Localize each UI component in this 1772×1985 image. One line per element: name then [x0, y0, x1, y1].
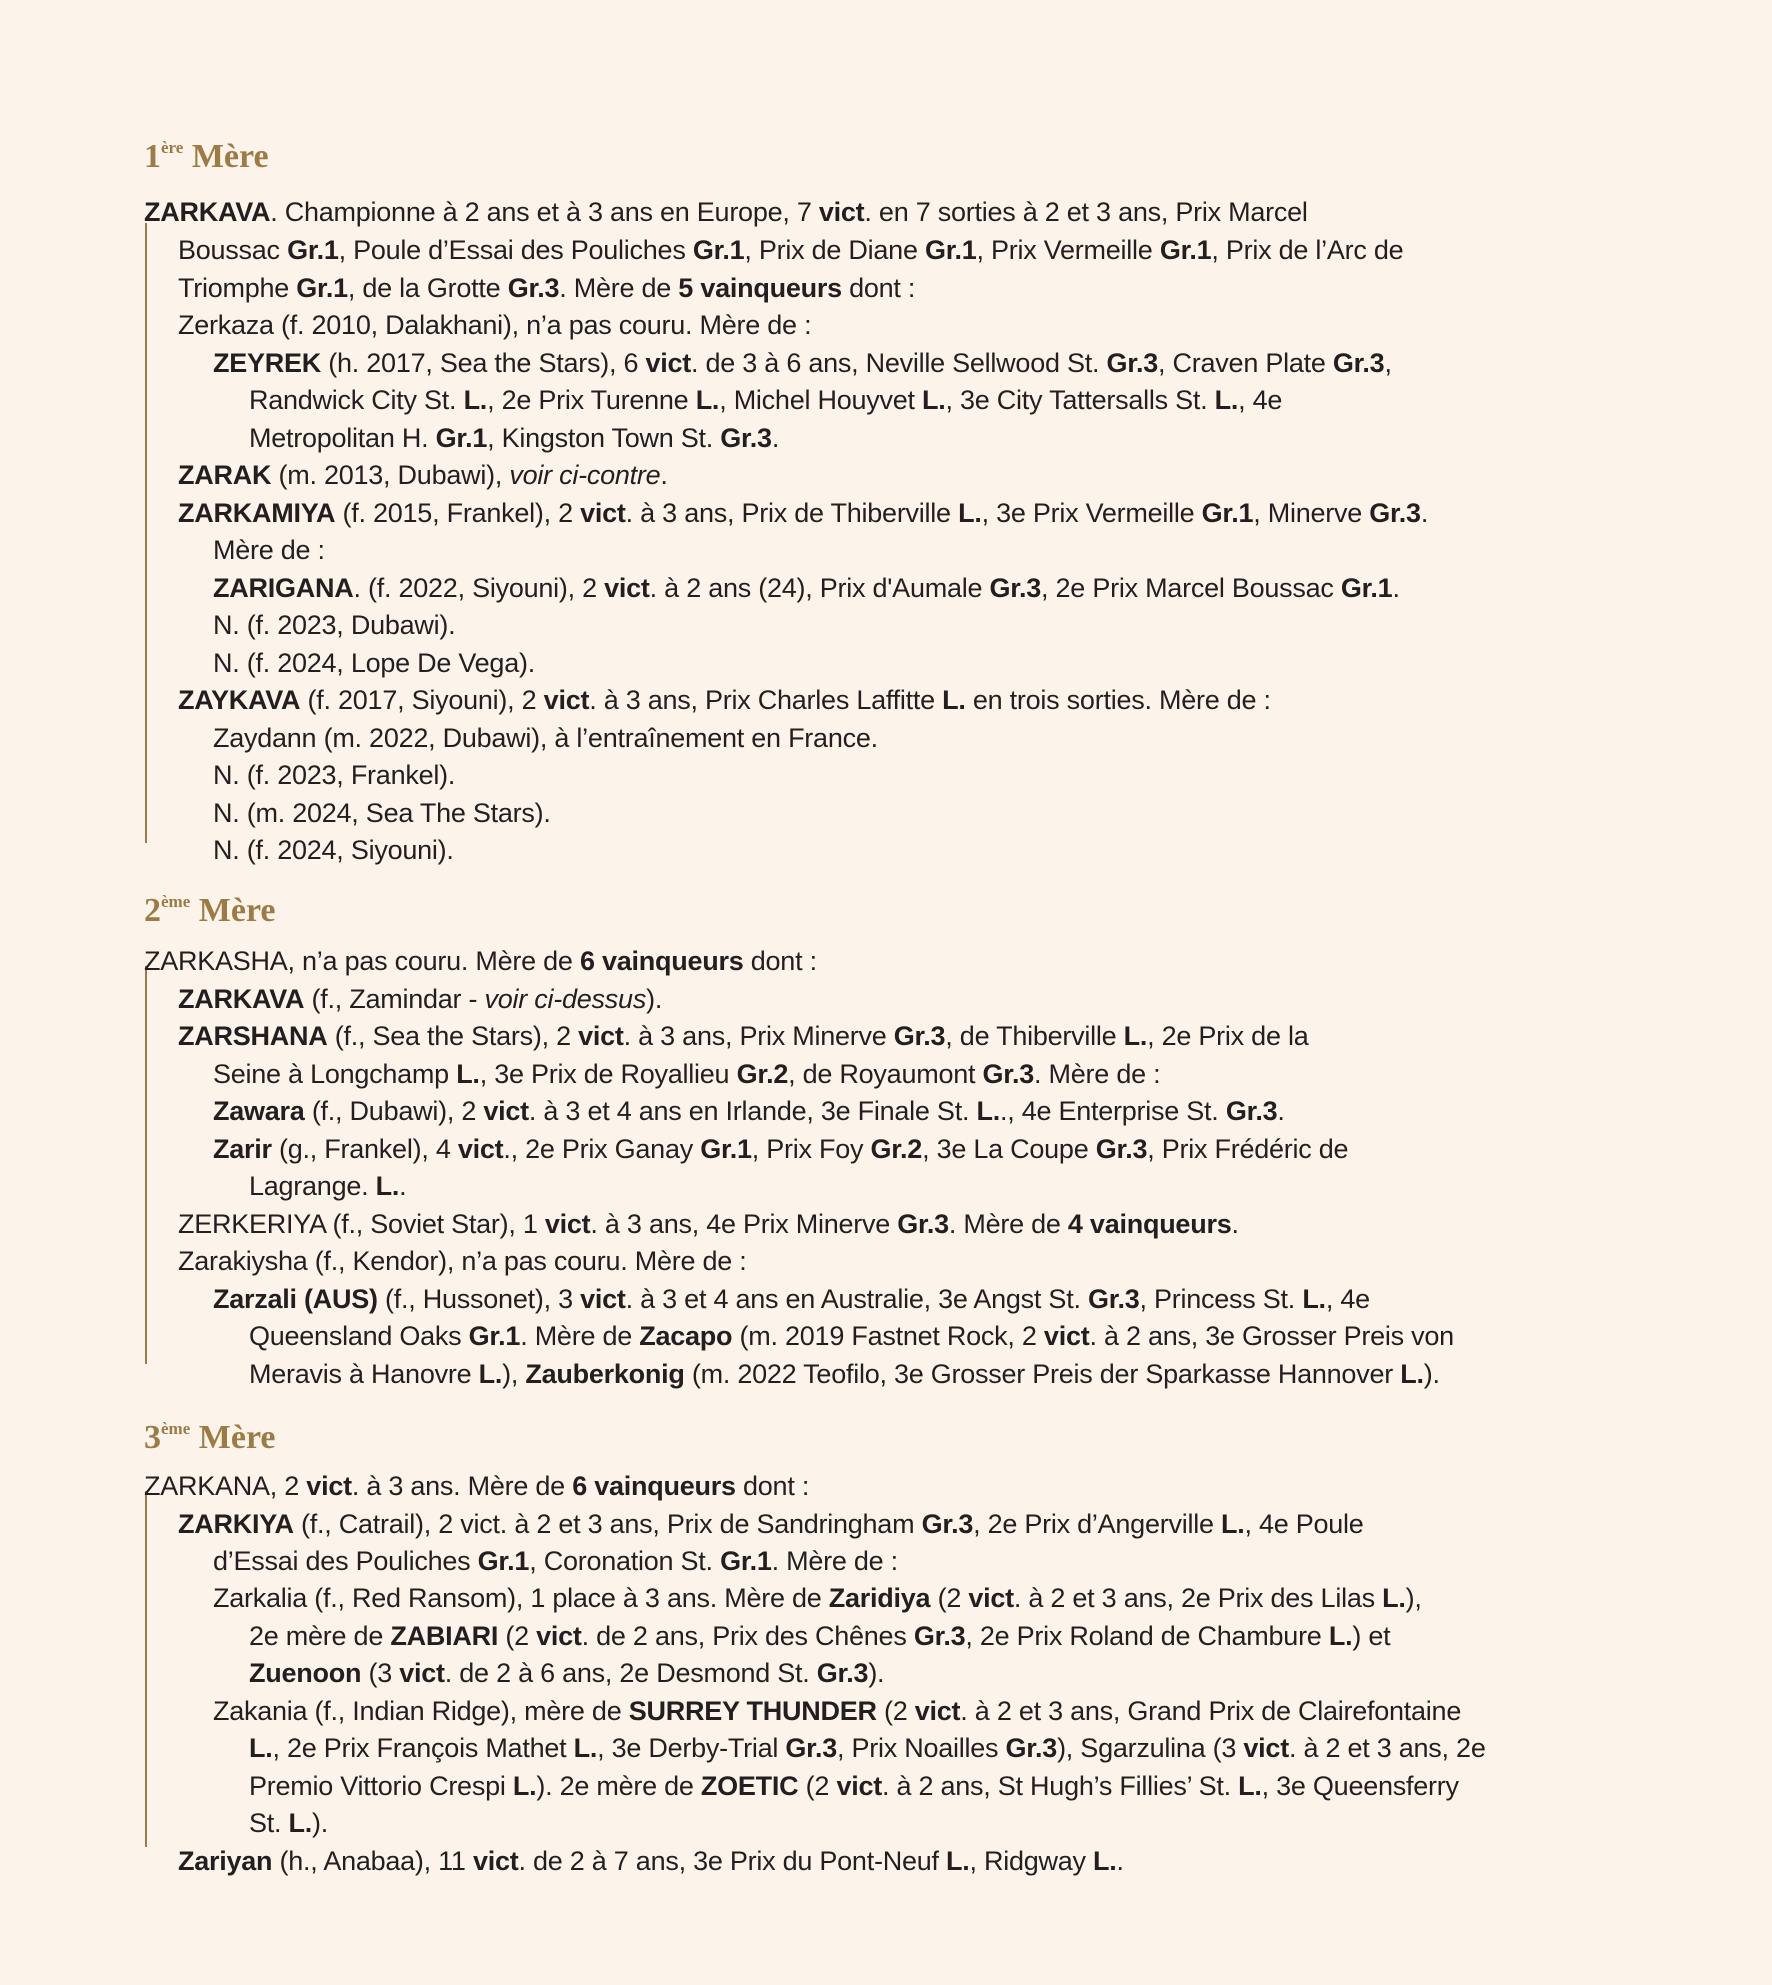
text-run: , 2e Prix d’Angerville: [973, 1509, 1221, 1539]
text-run: N. (f. 2023, Dubawi).: [213, 610, 456, 640]
text-run: Mère de :: [213, 535, 325, 565]
bold-text: ZEYREK: [213, 348, 322, 378]
text-run: (3: [361, 1658, 400, 1688]
bold-text: Zawara: [213, 1096, 305, 1126]
bold-text: vict: [914, 1696, 961, 1726]
text-run: (2: [798, 1771, 837, 1801]
text-run: , Ridgway: [969, 1846, 1094, 1876]
text-run: (2: [876, 1696, 915, 1726]
text-run: . à 2 et 3 ans, Grand Prix de Clairefontaine: [960, 1696, 1462, 1726]
text-run: dont :: [743, 946, 817, 976]
heading-number: 3: [144, 1419, 161, 1456]
bold-text: ZARKAVA: [178, 984, 305, 1014]
heading-word: Mère: [191, 138, 269, 175]
bold-text: L.: [1123, 1021, 1148, 1051]
indent-rule: [145, 966, 147, 1364]
bold-text: ZABIARI: [390, 1621, 499, 1651]
bold-text: Gr.3: [989, 573, 1042, 603]
pedigree-line: [178, 682, 1271, 720]
pedigree-line: [213, 832, 454, 870]
bold-text: L.: [942, 685, 966, 715]
text-run: , 2e Prix Marcel Boussac: [1041, 573, 1341, 603]
bold-text: L.: [463, 385, 488, 415]
text-run: Zarakiysha (f., Kendor), n’a pas couru. Mère de :: [178, 1246, 747, 1276]
text-run: . à 3 ans, Prix Minerve: [623, 1021, 894, 1051]
bold-text: Gr.3: [913, 1621, 966, 1651]
bold-text: Zacapo: [639, 1321, 733, 1351]
bold-text: vict: [818, 197, 865, 227]
text-run: . à 2 ans, St Hugh’s Fillies’ St.: [881, 1771, 1239, 1801]
pedigree-line: [249, 1318, 1454, 1356]
bold-text: Gr.1: [296, 273, 348, 303]
pedigree-line: [249, 1356, 1440, 1394]
bold-text: Gr.1: [700, 1134, 752, 1164]
bold-text: L.: [375, 1171, 400, 1201]
pedigree-line: [249, 1805, 328, 1843]
text-run: ).: [868, 1658, 885, 1688]
pedigree-line: [249, 420, 779, 458]
text-run: . de 2 ans, Prix des Chênes: [581, 1621, 914, 1651]
text-run: dont :: [841, 273, 916, 303]
text-run: ) et: [1352, 1621, 1391, 1651]
pedigree-line: [213, 607, 455, 645]
text-run: , Minerve: [1253, 498, 1370, 528]
bold-text: vict: [968, 1583, 1014, 1613]
pedigree-line: [144, 194, 1308, 232]
text-run: Triomphe: [178, 273, 297, 303]
bold-text: Gr.3: [785, 1733, 837, 1763]
text-run: , Prix Foy: [751, 1134, 871, 1164]
bold-text: vict: [645, 348, 691, 378]
text-run: . de 2 à 6 ans, 2e Desmond St.: [444, 1658, 817, 1688]
bold-text: ZAYKAVA: [178, 685, 301, 715]
text-run: , 3e Queensferry: [1261, 1771, 1459, 1801]
text-run: (2: [498, 1621, 537, 1651]
bold-text: Gr.3: [921, 1509, 974, 1539]
text-run: , Prix Noailles: [836, 1733, 1006, 1763]
bold-text: L.: [922, 385, 946, 415]
bold-text: L.: [249, 1733, 273, 1763]
text-run: , Prix Vermeille: [976, 235, 1160, 265]
text-run: , Prix de l’Arc de: [1211, 235, 1404, 265]
text-run: ),: [1405, 1583, 1422, 1613]
pedigree-line: [178, 1506, 1364, 1544]
text-run: ),: [502, 1359, 526, 1389]
pedigree-line: [178, 1843, 1124, 1881]
text-run: , Princess St.: [1139, 1284, 1303, 1314]
bold-text: vict: [472, 1846, 519, 1876]
pedigree-line: [178, 270, 915, 308]
pedigree-line: [249, 1168, 406, 1206]
text-run: dont :: [735, 1471, 810, 1501]
bold-text: Zauberkonig: [525, 1359, 685, 1389]
text-run: . de 2 à 7 ans, 3e Prix du Pont-Neuf: [518, 1846, 946, 1876]
text-run: Queensland Oaks: [249, 1321, 469, 1351]
text-run: , Craven Plate: [1158, 348, 1333, 378]
bold-text: L.: [1302, 1284, 1326, 1314]
bold-text: L.: [1400, 1359, 1424, 1389]
text-run: Meravis à Hanovre: [249, 1359, 479, 1389]
text-run: , Kingston Town St.: [487, 423, 721, 453]
text-run: , 3e Prix de Royallieu: [479, 1059, 737, 1089]
bold-text: 4 vainqueurs: [1067, 1209, 1232, 1239]
bold-text: Gr.3: [1332, 348, 1385, 378]
section-heading: [144, 882, 276, 931]
text-run: (f. 2015, Frankel), 2: [335, 498, 581, 528]
text-run: , 4e Poule: [1244, 1509, 1364, 1539]
text-run: (f., Dubawi), 2: [304, 1096, 484, 1126]
bold-text: vict: [543, 685, 590, 715]
text-run: , 4e: [1238, 385, 1283, 415]
bold-text: Gr.1: [477, 1546, 530, 1576]
bold-text: L.: [512, 1771, 537, 1801]
text-run: Zerkaza (f. 2010, Dalakhani), n’a pas couru. Mère de :: [178, 310, 812, 340]
text-run: (g., Frankel), 4: [271, 1134, 458, 1164]
text-run: , Prix de Diane: [744, 235, 925, 265]
bold-text: Zuenoon: [249, 1658, 362, 1688]
bold-text: Gr.1: [692, 235, 745, 265]
text-run: .: [771, 423, 780, 453]
bold-text: 6 vainqueurs: [572, 1471, 736, 1501]
text-run: ,: [1384, 348, 1392, 378]
pedigree-line: [213, 645, 535, 683]
bold-text: Gr.3: [982, 1059, 1035, 1089]
heading-number: 2: [144, 892, 161, 929]
text-run: , Coronation St.: [529, 1546, 721, 1576]
bold-text: L.: [288, 1808, 313, 1838]
text-run: (f., Hussonet), 3: [377, 1284, 581, 1314]
bold-text: Gr.3: [1106, 348, 1159, 378]
bold-text: vict: [578, 1021, 624, 1051]
bold-text: vict: [483, 1096, 529, 1126]
bold-text: ZARAK: [178, 460, 272, 490]
pedigree-line: [178, 1018, 1308, 1056]
bold-text: Gr.1: [287, 235, 339, 265]
text-run: 2e mère de: [249, 1621, 391, 1651]
text-run: . à 2 ans (24), Prix d'Aumale: [649, 573, 990, 603]
indent-rule: [145, 223, 147, 843]
bold-text: L.: [478, 1359, 503, 1389]
pedigree-line: [213, 1131, 1348, 1169]
bold-text: vict: [306, 1471, 352, 1501]
pedigree-line: [213, 532, 325, 570]
pedigree-line: [249, 1618, 1390, 1656]
bold-text: L.: [945, 1846, 970, 1876]
text-run: .: [1392, 573, 1400, 603]
bold-text: Gr.1: [1159, 235, 1212, 265]
text-run: , 3e Derby-Trial: [597, 1733, 786, 1763]
text-run: . à 3 ans. Mère de: [351, 1471, 573, 1501]
indent-rule: [145, 1491, 147, 1847]
bold-text: ZARKAVA: [144, 197, 271, 227]
pedigree-line: [144, 943, 817, 981]
text-run: (f., Zamindar -: [304, 984, 485, 1014]
text-run: . à 2 ans, 3e Grosser Preis von: [1089, 1321, 1454, 1351]
text-run: . à 3 et 4 ans en Australie, 3e Angst St.: [625, 1284, 1088, 1314]
bold-text: Gr.3: [816, 1658, 869, 1688]
text-run: (h., Anabaa), 11: [272, 1846, 473, 1876]
heading-ordinal: ème: [161, 1419, 191, 1438]
bold-text: ZARKIYA: [178, 1509, 294, 1539]
bold-text: Gr.3: [1087, 1284, 1140, 1314]
bold-text: Zaridiya: [828, 1583, 931, 1613]
pedigree-line: [249, 1730, 1486, 1768]
pedigree-line: [213, 1580, 1422, 1618]
bold-text: vict: [536, 1621, 582, 1651]
text-run: Metropolitan H.: [249, 423, 436, 453]
bold-text: Gr.2: [870, 1134, 923, 1164]
bold-text: Gr.1: [1340, 573, 1393, 603]
pedigree-line: [178, 495, 1428, 533]
bold-text: Gr.1: [720, 1546, 772, 1576]
pedigree-line: [213, 345, 1392, 383]
text-run: .: [399, 1171, 407, 1201]
bold-text: Gr.3: [893, 1021, 946, 1051]
text-run: (f., Catrail), 2 vict. à 2 et 3 ans, Prix de Sandringham: [293, 1509, 922, 1539]
italic-text: voir ci-dessus: [484, 984, 647, 1014]
section-heading: [144, 1409, 276, 1458]
text-run: Randwick City St.: [249, 385, 464, 415]
text-run: , de la Grotte: [347, 273, 508, 303]
heading-number: 1: [144, 138, 161, 175]
text-run: , 2e Prix François Mathet: [272, 1733, 574, 1763]
text-run: Seine à Longchamp: [213, 1059, 457, 1089]
bold-text: Gr.3: [897, 1209, 949, 1239]
bold-text: Gr.1: [435, 423, 488, 453]
bold-text: Gr.1: [468, 1321, 521, 1351]
bold-text: L.: [1238, 1771, 1262, 1801]
bold-text: Gr.1: [924, 235, 977, 265]
pedigree-line: [213, 1543, 898, 1581]
text-run: , 2e Prix de la: [1147, 1021, 1309, 1051]
text-run: . à 3 ans, Prix Charles Laffitte: [589, 685, 943, 715]
heading-word: Mère: [198, 892, 276, 929]
bold-text: vict: [1243, 1733, 1289, 1763]
bold-text: Zarir: [213, 1134, 272, 1164]
bold-text: vict: [580, 498, 626, 528]
text-run: N. (f. 2023, Frankel).: [213, 760, 456, 790]
bold-text: Gr.2: [736, 1059, 789, 1089]
pedigree-line: [249, 382, 1282, 420]
text-run: Lagrange.: [249, 1171, 376, 1201]
text-run: , 3e La Coupe: [922, 1134, 1096, 1164]
pedigree-line: [213, 795, 551, 833]
bold-text: L.: [1214, 385, 1239, 415]
text-run: (f., Sea the Stars), 2: [327, 1021, 579, 1051]
text-run: . Mère de: [520, 1321, 640, 1351]
text-run: , Michel Houyvet: [719, 385, 923, 415]
bold-text: Zarzali (AUS): [213, 1284, 378, 1314]
text-run: (h. 2017, Sea the Stars), 6: [321, 348, 646, 378]
text-run: .: [660, 460, 668, 490]
text-run: ZARKASHA, n’a pas couru. Mère de: [144, 946, 580, 976]
bold-text: ZARKAMIYA: [178, 498, 336, 528]
text-run: Boussac: [178, 235, 288, 265]
text-run: , de Thiberville: [945, 1021, 1124, 1051]
text-run: , Prix Frédéric de: [1147, 1134, 1349, 1164]
bold-text: ZARIGANA: [213, 573, 354, 603]
text-run: . Mère de: [948, 1209, 1068, 1239]
bold-text: vict: [1043, 1321, 1090, 1351]
bold-text: Gr.3: [507, 273, 560, 303]
text-run: . Mère de :: [771, 1546, 898, 1576]
pedigree-line: [178, 1243, 747, 1281]
text-run: , 2e Prix Turenne: [487, 385, 696, 415]
text-run: ). 2e mère de: [536, 1771, 701, 1801]
text-run: , 3e City Tattersalls St.: [945, 385, 1215, 415]
text-run: ).: [646, 984, 663, 1014]
bold-text: Gr.3: [720, 423, 772, 453]
bold-text: Gr.1: [1201, 498, 1254, 528]
text-run: N. (m. 2024, Sea The Stars).: [213, 798, 551, 828]
bold-text: Gr.3: [1005, 1733, 1058, 1763]
bold-text: L.: [1220, 1509, 1245, 1539]
text-run: . Mère de: [559, 273, 679, 303]
pedigree-line: [213, 757, 455, 795]
bold-text: Gr.3: [1095, 1134, 1148, 1164]
bold-text: SURREY THUNDER: [628, 1696, 877, 1726]
text-run: en trois sorties. Mère de :: [965, 685, 1271, 715]
pedigree-line: [213, 720, 878, 758]
text-run: . Mère de :: [1034, 1059, 1161, 1089]
text-run: .: [1277, 1096, 1285, 1126]
bold-text: vict: [604, 573, 650, 603]
text-run: , 2e Prix Roland de Chambure: [965, 1621, 1329, 1651]
pedigree-line: [249, 1768, 1459, 1806]
heading-ordinal: ème: [161, 892, 191, 911]
text-run: Zaydann (m. 2022, Dubawi), à l’entraînement en France.: [213, 723, 878, 753]
text-run: Zakania (f., Indian Ridge), mère de: [213, 1696, 629, 1726]
text-run: . à 2 et 3 ans, 2e Prix des Lilas: [1013, 1583, 1383, 1613]
text-run: N. (f. 2024, Siyouni).: [213, 835, 454, 865]
heading-word: Mère: [198, 1419, 276, 1456]
pedigree-line: [178, 307, 811, 345]
pedigree-line: [178, 457, 668, 495]
bold-text: 6 vainqueurs: [579, 946, 744, 976]
bold-text: ZARSHANA: [178, 1021, 328, 1051]
bold-text: Gr.3: [1369, 498, 1421, 528]
text-run: . (f. 2022, Siyouni), 2: [353, 573, 605, 603]
text-run: d’Essai des Pouliches: [213, 1546, 478, 1576]
text-run: , Poule d’Essai des Pouliches: [338, 235, 693, 265]
bold-text: L.: [456, 1059, 480, 1089]
bold-text: Zariyan: [178, 1846, 273, 1876]
bold-text: 5 vainqueurs: [678, 273, 842, 303]
bold-text: vict: [399, 1658, 445, 1688]
bold-text: L.: [958, 498, 982, 528]
pedigree-line: [213, 1056, 1160, 1094]
text-run: (f. 2017, Siyouni), 2: [300, 685, 544, 715]
text-run: . de 3 à 6 ans, Neville Sellwood St.: [691, 348, 1107, 378]
pedigree-line: [178, 232, 1403, 270]
bold-text: L.: [573, 1733, 598, 1763]
text-run: , de Royaumont: [788, 1059, 983, 1089]
text-run: ZARKANA, 2: [144, 1471, 307, 1501]
text-run: .: [1420, 498, 1429, 528]
text-run: ZERKERIYA (f., Soviet Star), 1: [178, 1209, 545, 1239]
pedigree-line: [249, 1655, 884, 1693]
bold-text: vict: [836, 1771, 882, 1801]
bold-text: vict: [580, 1284, 626, 1314]
section-heading: [144, 128, 269, 177]
text-run: ., 4e Enterprise St.: [999, 1096, 1226, 1126]
text-run: . à 2 et 3 ans, 2e: [1288, 1733, 1486, 1763]
text-run: . en 7 sorties à 2 et 3 ans, Prix Marcel: [864, 197, 1308, 227]
text-run: .: [1116, 1846, 1124, 1876]
text-run: (m. 2022 Teofilo, 3e Grosser Preis der Sparkasse Hannover: [684, 1359, 1401, 1389]
pedigree-line: [178, 981, 662, 1019]
bold-text: L.: [1328, 1621, 1353, 1651]
bold-text: L.: [1382, 1583, 1406, 1613]
text-run: .: [1231, 1209, 1239, 1239]
pedigree-line: [213, 1693, 1461, 1731]
text-run: , 4e: [1325, 1284, 1370, 1314]
pedigree-line: [178, 1206, 1239, 1244]
text-run: Premio Vittorio Crespi: [249, 1771, 513, 1801]
text-run: (m. 2013, Dubawi),: [271, 460, 510, 490]
bold-text: ZOETIC: [700, 1771, 799, 1801]
pedigree-line: [213, 1281, 1370, 1319]
bold-text: vict: [544, 1209, 591, 1239]
text-run: , 3e Prix Vermeille: [981, 498, 1202, 528]
heading-ordinal: ère: [161, 138, 184, 157]
bold-text: vict: [457, 1134, 504, 1164]
bold-text: L.: [1093, 1846, 1117, 1876]
text-run: (2: [930, 1583, 969, 1613]
pedigree-line: [144, 1468, 809, 1506]
bold-text: L.: [695, 385, 720, 415]
text-run: (m. 2019 Fastnet Rock, 2: [732, 1321, 1044, 1351]
text-run: ., 2e Prix Ganay: [503, 1134, 701, 1164]
bold-text: L.: [976, 1096, 1000, 1126]
text-run: ), Sgarzulina (3: [1057, 1733, 1244, 1763]
text-run: . à 3 et 4 ans en Irlande, 3e Finale St.: [528, 1096, 977, 1126]
text-run: N. (f. 2024, Lope De Vega).: [213, 648, 535, 678]
text-run: St.: [249, 1808, 289, 1838]
italic-text: voir ci-contre: [509, 460, 661, 490]
pedigree-line: [213, 570, 1400, 608]
bold-text: Gr.3: [1225, 1096, 1278, 1126]
text-run: Zarkalia (f., Red Ransom), 1 place à 3 ans. Mère de: [213, 1583, 829, 1613]
text-run: ).: [312, 1808, 329, 1838]
text-run: . à 3 ans, 4e Prix Minerve: [590, 1209, 898, 1239]
text-run: ).: [1423, 1359, 1440, 1389]
pedigree-line: [213, 1093, 1285, 1131]
text-run: . Championne à 2 ans et à 3 ans en Europe, 7: [270, 197, 819, 227]
text-run: . à 3 ans, Prix de Thiberville: [625, 498, 959, 528]
